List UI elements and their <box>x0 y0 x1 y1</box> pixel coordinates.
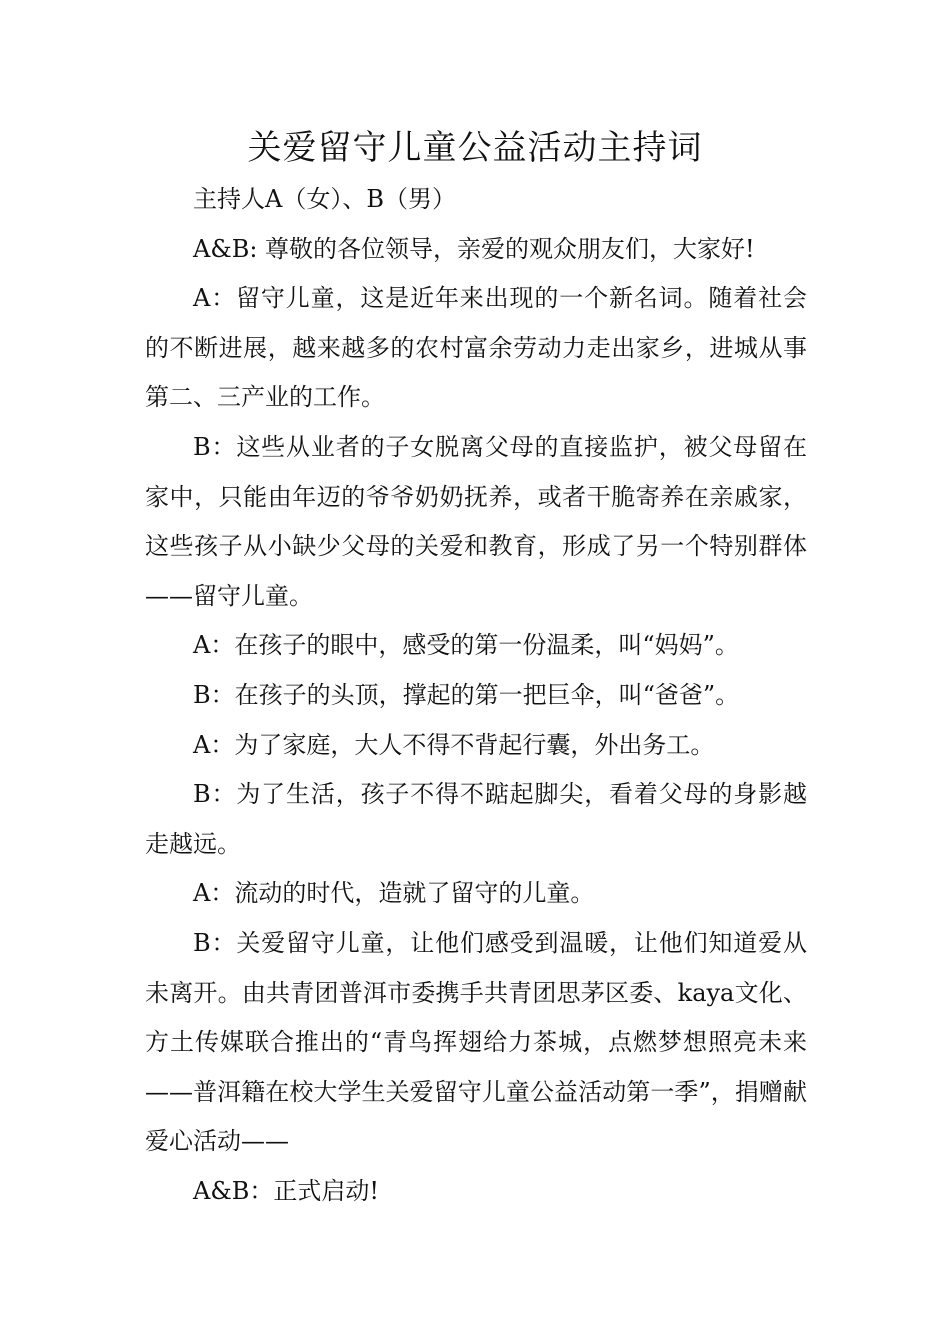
paragraph: A：流动的时代，造就了留守的儿童。 <box>193 879 595 908</box>
paragraph: B：为了生活，孩子不得不踮起脚尖，看着父母的身影越走越远。 <box>145 780 807 858</box>
paragraph-greeting: A&B: 尊敬的各位领导，亲爱的观众朋友们，大家好! <box>193 234 755 263</box>
paragraph-closing: A&B：正式启动! <box>193 1176 379 1205</box>
paragraph: B：这些从业者的子女脱离父母的直接监护，被父母留在家中，只能由年迈的爷爷奶奶抚养，或者干脆寄养在亲戚家，这些孩子从小缺少父母的关爱和教育，形成了另一个特别群体——留守儿童。 <box>145 432 807 610</box>
document-body <box>145 175 807 1216</box>
paragraph: B：在孩子的头顶，撑起的第一把巨伞，叫“爸爸”。 <box>193 680 740 709</box>
document-title: 关爱留守儿童公益活动主持词 <box>247 128 703 168</box>
paragraph: A：在孩子的眼中，感受的第一份温柔，叫“妈妈”。 <box>193 631 739 660</box>
paragraph: A：留守儿童，这是近年来出现的一个新名词。随着社会的不断进展，越来越多的农村富余劳动力走出家乡，进城从事第二、三产业的工作。 <box>145 284 807 412</box>
paragraph-hosts: 主持人A（女）、B（男） <box>193 185 456 213</box>
paragraph: A：为了家庭，大人不得不背起行囊，外出务工。 <box>193 730 715 759</box>
paragraph: B：关爱留守儿童，让他们感受到温暖，让他们知道爱从未离开。由共青团普洱市委携手共青团思茅区委、kaya文化、方土传媒联合推出的“青鸟挥翅给力茶城，点燃梦想照亮未来——普洱籍在校大学生关爱留守儿童公益活动第一季”，捐赠献爱心活动—— <box>145 928 807 1156</box>
